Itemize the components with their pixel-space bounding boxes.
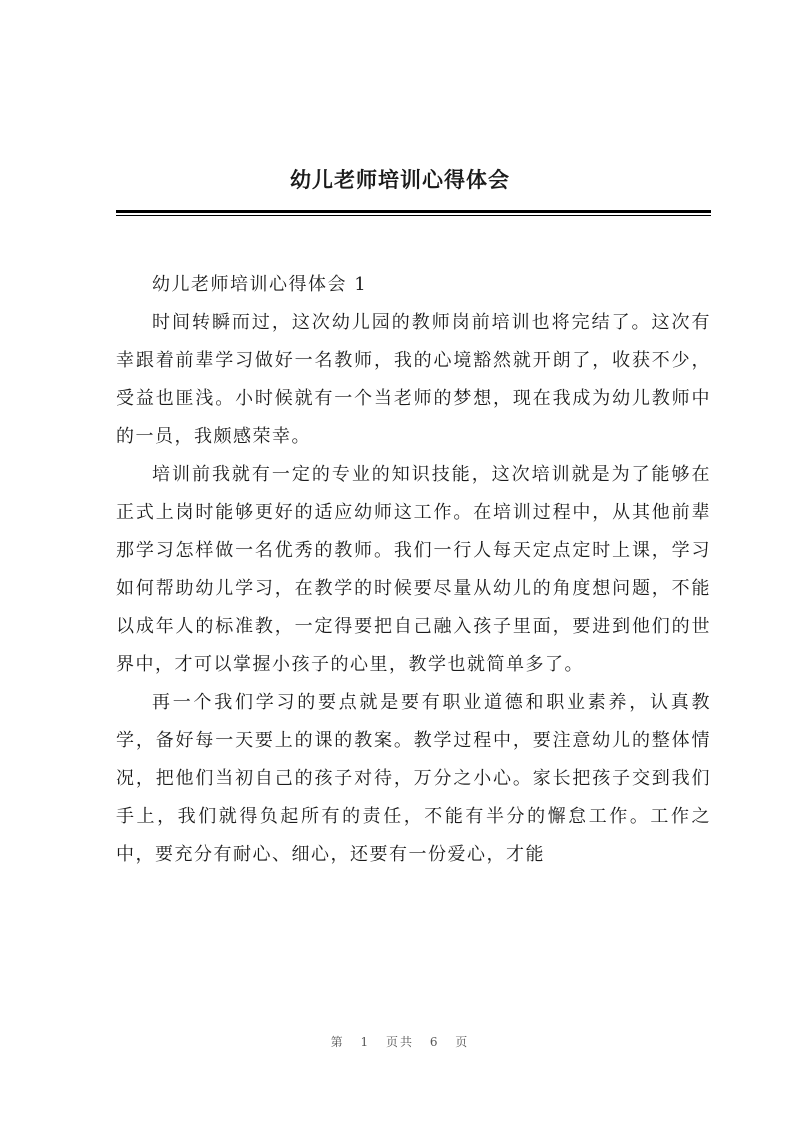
section-heading: 幼儿老师培训心得体会 1 <box>152 274 368 295</box>
paragraph-2: 培训前我就有一定的专业的知识技能，这次培训就是为了能够在正式上岗时能够更好的适应幼师这工作。在培训过程中，从其他前辈那学习怎样做一名优秀的教师。我们一行人每天定点定时上课，学习如何帮助幼儿学习，在教学的时候要尽量从幼儿的角度想问题，不能以成年人的标准教，一定得要把自己融入孩子里面，要进到他们的世界中，才可以掌握小孩子的心里，教学也就简单多了。 <box>116 464 711 675</box>
paragraph-1: 时间转瞬而过，这次幼儿园的教师岗前培训也将完结了。这次有幸跟着前辈学习做好一名教师，我的心境豁然就开朗了，收获不少，受益也匪浅。小时候就有一个当老师的梦想，现在我成为幼儿教师中的一员，我颇感荣幸。 <box>116 312 711 447</box>
footer-current-page: 1 <box>360 1035 371 1049</box>
footer-middle: 页共 <box>385 1035 414 1049</box>
footer-total-pages: 6 <box>429 1035 440 1049</box>
document-body <box>116 266 711 874</box>
paragraph-3: 再一个我们学习的要点就是要有职业道德和职业素养，认真教学，备好每一天要上的课的教案。教学过程中，要注意幼儿的整体情况，把他们当初自己的孩子对待，万分之小心。家长把孩子交到我们手上，我们就得负起所有的责任，不能有半分的懈怠工作。工作之中，要充分有耐心、细心，还要有一份爱心，才能 <box>116 692 711 865</box>
document-title: 幼儿老师培训心得体会 <box>290 168 510 192</box>
footer-prefix: 第 <box>330 1035 345 1049</box>
footer-suffix: 页 <box>455 1035 470 1049</box>
title-divider <box>116 210 711 213</box>
page-footer <box>0 1033 800 1050</box>
